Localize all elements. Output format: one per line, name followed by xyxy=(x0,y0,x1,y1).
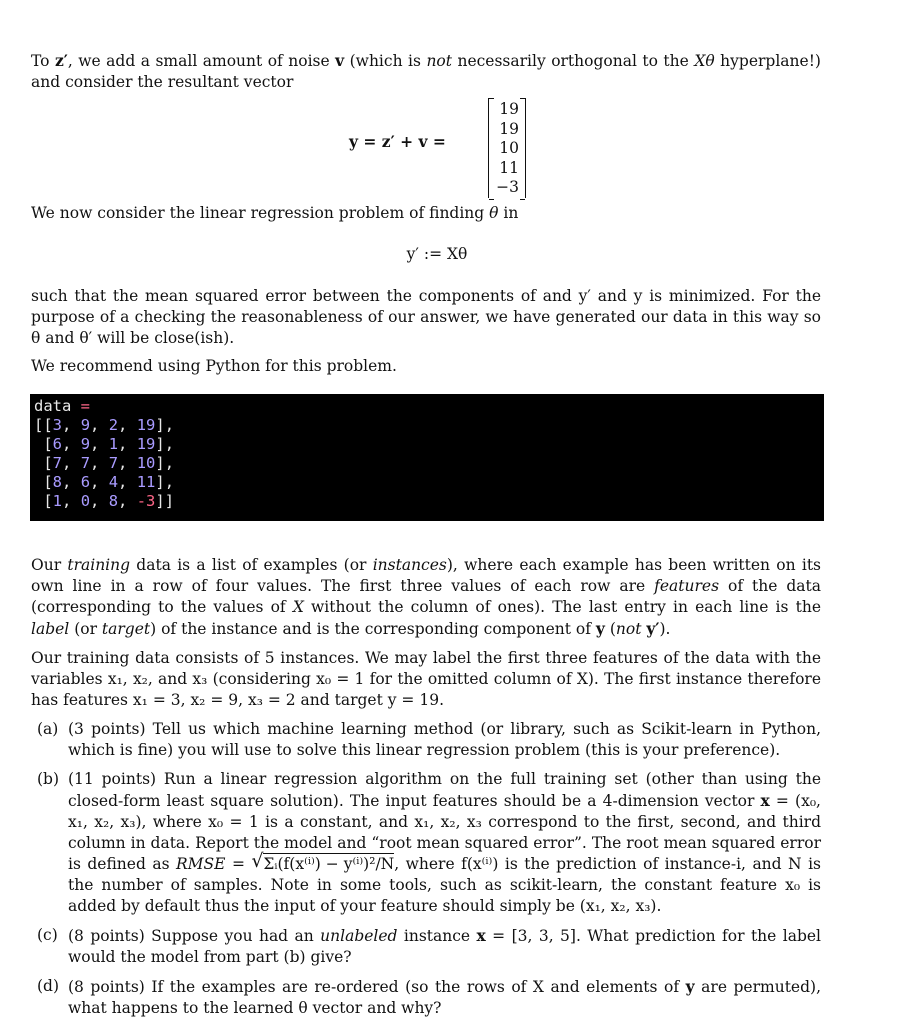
code-line xyxy=(34,416,820,435)
code-comma: , xyxy=(90,473,109,491)
emphasis: instances xyxy=(372,556,447,574)
question-text: (11 points) Run a linear regression algorithm on the full training set (other than using the closed-form least square solution). The input features should be a 4-dimension vector xyxy=(68,770,821,810)
question-text: instance xyxy=(397,927,477,945)
code-number: 0 xyxy=(80,492,91,510)
text: ) of the instance and is the corresponding component of xyxy=(150,620,596,638)
text: of the data (corresponding to the values of xyxy=(31,577,821,616)
text: hyperplane!) and consider the resultant vector xyxy=(31,52,821,91)
symbol-x-vector: x xyxy=(476,926,486,945)
code-number: 9 xyxy=(80,435,91,453)
question-a xyxy=(31,719,821,761)
code-number: 1 xyxy=(52,492,63,510)
code-number: 7 xyxy=(80,454,91,472)
symbol-z-prime: z′ xyxy=(54,51,68,70)
code-comma: , xyxy=(118,435,137,453)
emphasis: training xyxy=(67,556,131,574)
code-bracket: ], xyxy=(155,454,175,472)
code-bracket: [[ xyxy=(34,416,53,434)
symbol-x: X xyxy=(292,598,304,616)
code-bracket: [ xyxy=(34,492,53,510)
code-comma: , xyxy=(90,416,109,434)
code-bracket: [ xyxy=(34,473,53,491)
code-bracket: [ xyxy=(34,435,53,453)
text: ( xyxy=(604,620,616,638)
code-operator: = xyxy=(80,397,91,415)
vector-entry: 10 xyxy=(499,139,519,157)
code-bracket: ], xyxy=(155,473,175,491)
equation-y-prime: y′ := Xθ xyxy=(406,245,468,263)
code-number: 3 xyxy=(52,416,63,434)
code-number: 1 xyxy=(108,435,119,453)
symbol-v: v xyxy=(335,51,345,70)
code-comma: , xyxy=(118,454,137,472)
code-number: 4 xyxy=(108,473,119,491)
emphasis-not: not xyxy=(615,620,642,638)
code-bracket: ], xyxy=(155,435,175,453)
emphasis: label xyxy=(31,620,70,638)
text: data is a list of examples (or xyxy=(130,556,373,574)
text: , we add a small amount of noise xyxy=(67,52,336,70)
regression-intro xyxy=(31,203,821,224)
code-line xyxy=(34,454,820,473)
code-bracket: ]] xyxy=(155,492,175,510)
code-number: 7 xyxy=(108,454,119,472)
code-comma: , xyxy=(90,435,109,453)
code-block xyxy=(30,394,824,521)
code-comma: , xyxy=(118,492,137,510)
code-line xyxy=(34,397,820,416)
text: Our xyxy=(31,556,68,574)
symbol-x-vector: x xyxy=(760,791,770,810)
text: (which is xyxy=(344,52,427,70)
question-text: are permuted), what happens to the learned θ vector and why? xyxy=(68,978,821,1017)
python-recommendation: We recommend using Python for this problem. xyxy=(31,357,397,375)
code-comma: , xyxy=(62,435,81,453)
code-comma: , xyxy=(118,416,137,434)
question-text: (3 points) Tell us which machine learning method (or library, such as Scikit-learn in Python, which is fine) you will use to solve this linear regression problem (this is your preference). xyxy=(68,720,821,759)
code-bracket: [ xyxy=(34,454,53,472)
question-text: (8 points) Suppose you had an xyxy=(68,927,321,945)
text: We now consider the linear regression problem of finding xyxy=(31,204,490,222)
question-label: (c) xyxy=(37,926,58,944)
question-text: = [3, 3, 5]. What prediction for the label would the model from part (b) give? xyxy=(68,927,821,966)
training-data-paragraph xyxy=(31,555,821,640)
equation-y-vector xyxy=(31,93,821,201)
vector-entry: 19 xyxy=(499,100,519,118)
intro-paragraph xyxy=(31,50,821,93)
question-c xyxy=(31,925,821,968)
symbol-y: y xyxy=(685,977,695,996)
vector-entry: 11 xyxy=(499,158,519,177)
code-comma: , xyxy=(62,416,81,434)
code-line xyxy=(34,492,820,511)
code-number: 8 xyxy=(52,473,63,491)
emphasis: unlabeled xyxy=(320,927,398,945)
question-text: (8 points) If the examples are re-ordered (so the rows of X and elements of xyxy=(68,978,686,996)
text: ). xyxy=(659,620,671,638)
code-number: 8 xyxy=(108,492,119,510)
symbol-x-theta: Xθ xyxy=(694,52,715,70)
question-text: = (x₀, x₁, x₂, x₃), where x₀ = 1 is a constant, and x₁, x₂, x₃ correspond to the first, second, and third column in data. Report the model and “root mean squared error”. The root mean squared error is defined as xyxy=(68,792,821,873)
sqrt-formula xyxy=(251,854,394,875)
symbol-theta: θ xyxy=(489,204,499,222)
question-label: (b) xyxy=(37,770,60,788)
text: ), where each example has been written on its own line in a row of four values. The first three values of each row are xyxy=(31,556,822,595)
vector-entry: 19 xyxy=(499,119,519,138)
code-comma: , xyxy=(90,454,109,472)
text: necessarily orthogonal to the xyxy=(451,52,695,70)
code-number: 6 xyxy=(80,473,91,491)
text: (or xyxy=(69,620,102,638)
code-number: 19 xyxy=(136,416,156,434)
code-line xyxy=(34,435,820,454)
code-line xyxy=(34,473,820,492)
question-list xyxy=(31,719,821,1019)
code-comma: , xyxy=(90,492,109,510)
text: without the column of ones). The last entry in each line is the xyxy=(303,598,821,616)
sqrt-content: Σᵢ(f(x⁽ⁱ⁾) − y⁽ⁱ⁾)²/N xyxy=(263,855,395,873)
code-comma: , xyxy=(62,473,81,491)
code-comma: , xyxy=(62,492,81,510)
question-text: , where f(x⁽ⁱ⁾) is the prediction of instance-i, and N is the number of samples. Note in some tools, such as scikit-learn, the constant feature x₀ is added by default thus the input of your feature should simply be (x₁, x₂, x₃). xyxy=(68,855,821,915)
equation-lhs: y = z′ + v = xyxy=(349,132,446,151)
text: To xyxy=(31,52,55,70)
training-instances-paragraph: Our training data consists of 5 instances. We may label the first three features of the data with the variables x₁, x₂, and x₃ (considering x₀ = 1 for the omitted column of X). The first instance therefore has features x₁ = 3, x₂ = 9, x₃ = 2 and target y = 19. xyxy=(31,649,821,709)
emphasis: target xyxy=(101,620,151,638)
mse-paragraph: such that the mean squared error between the components of and y′ and y is minimized. For the purpose of a checking the reasonableness of our answer, we have generated our data in this way so θ and θ′ will be close(ish). xyxy=(31,287,821,347)
code-bracket: ], xyxy=(155,416,175,434)
emphasis: features xyxy=(654,577,720,595)
rmse-formula-lhs: RMSE = xyxy=(176,855,252,873)
code-number: 10 xyxy=(136,454,156,472)
emphasis-not: not xyxy=(426,52,452,70)
column-vector xyxy=(488,98,526,198)
code-number: 19 xyxy=(136,435,156,453)
symbol-y-prime: y′ xyxy=(646,619,660,638)
code-number: 7 xyxy=(52,454,63,472)
symbol-y: y xyxy=(595,619,605,638)
code-number: 2 xyxy=(108,416,119,434)
code-comma: , xyxy=(118,473,137,491)
code-variable: data xyxy=(34,397,81,415)
document-page xyxy=(31,50,821,1027)
code-number: 9 xyxy=(80,416,91,434)
code-comma: , xyxy=(62,454,81,472)
question-d xyxy=(31,976,821,1019)
vector-entry: −3 xyxy=(496,178,519,196)
question-b xyxy=(31,769,821,917)
question-label: (a) xyxy=(37,720,59,738)
code-number: -3 xyxy=(136,492,156,510)
code-number: 11 xyxy=(136,473,156,491)
text: in xyxy=(498,204,519,222)
question-label: (d) xyxy=(37,977,60,995)
code-number: 6 xyxy=(52,435,63,453)
